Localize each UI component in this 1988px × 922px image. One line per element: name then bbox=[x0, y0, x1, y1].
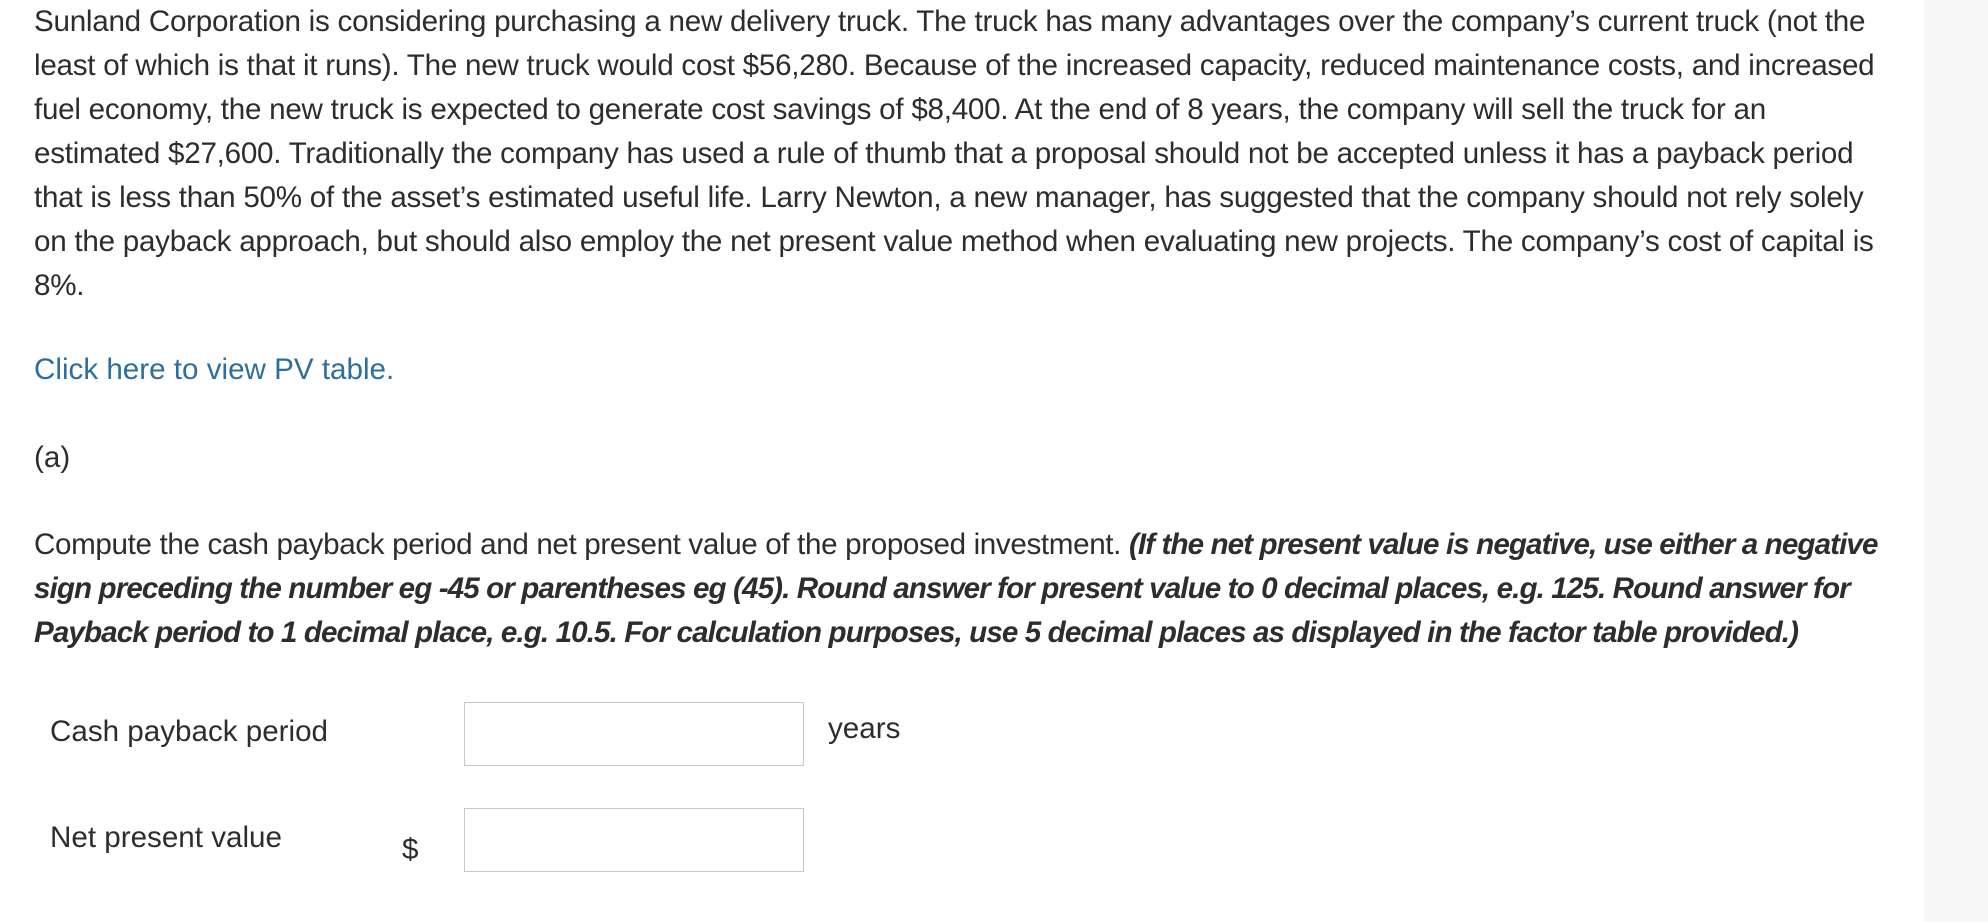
right-gutter bbox=[1924, 0, 1988, 922]
problem-statement: Sunland Corporation is considering purchasing a new delivery truck. The truck has many advantages over the company’s current truck (not the least of which is that it runs). The new truck would cost $56,280. Because of the increased capacity, reduced maintenance costs, and increased fuel economy, the new truck is expected to generate cost savings of $8,400. At the end of 8 years, the company will sell the truck for an estimated $27,600. Traditionally the company has used a rule of thumb that a proposal should not be accepted unless it has a payback period that is less than 50% of the asset’s estimated useful life. Larry Newton, a new manager, has suggested that the company should not rely solely on the payback approach, but should also employ the net present value method when evaluating new projects. The company’s cost of capital is 8%. bbox=[34, 5, 1875, 302]
pv-table-link[interactable]: Click here to view PV table. bbox=[34, 353, 395, 386]
npv-currency-symbol: $ bbox=[402, 833, 419, 866]
payback-period-unit: years bbox=[828, 712, 901, 745]
instruction-text: Compute the cash payback period and net present value of the proposed investment. bbox=[34, 528, 1122, 561]
payback-period-input[interactable] bbox=[464, 702, 804, 766]
part-label: (a) bbox=[34, 441, 71, 474]
instruction-emphasis: (If the net present value is negative, use either a negative sign preceding the number eg -45 or parentheses eg (45). Round answer for present value to 0 decimal places, e.g. 125. Round answer for Payback period to 1 decimal place, e.g. 10.5. For calculation purposes, use 5 decimal places as displayed in the factor table provided.) bbox=[34, 528, 1878, 649]
payback-period-label: Cash payback period bbox=[50, 715, 329, 748]
npv-input[interactable] bbox=[464, 808, 804, 872]
npv-label: Net present value bbox=[50, 821, 282, 854]
part-instructions bbox=[34, 523, 1894, 655]
